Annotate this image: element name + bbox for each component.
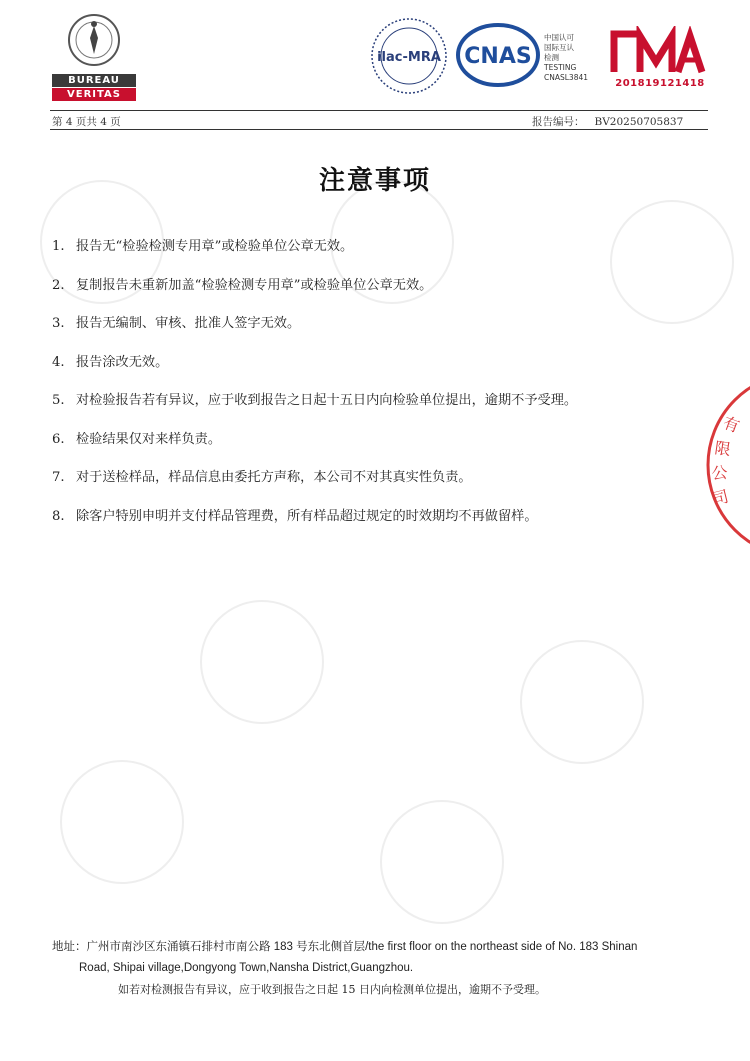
bv-word-veritas: VERITAS (52, 88, 136, 101)
watermark-seal (380, 800, 504, 924)
report-number-value: BV20250705837 (594, 116, 684, 128)
list-item (52, 469, 712, 508)
footer-notice: 如若对检测报告有异议，应于收到报告之日起 15 日内向检测单位提出，逾期不予受理。 (118, 983, 546, 996)
list-item-number: 6. (52, 431, 65, 447)
list-item-number: 5. (52, 393, 65, 408)
list-item-text: 复制报告未重新加盖“检验检测专用章”或检验单位公章无效。 (76, 277, 433, 293)
cma-number: 201819121418 (615, 78, 705, 89)
footer-address-line2: Road, Shipai village,Dongyong Town,Nansha District,Guangzhou. (79, 962, 414, 974)
list-item (52, 431, 712, 470)
watermark-seal (200, 600, 324, 724)
list-item (52, 508, 712, 547)
list-item (52, 238, 712, 277)
cnas-accreditation-text (544, 33, 588, 83)
cnas-text-line: CNASL3841 (544, 73, 589, 82)
report-number-label: 报告编号： (532, 116, 585, 128)
list-item (52, 354, 712, 393)
list-item-text: 检验结果仅对来样负责。 (76, 431, 222, 447)
list-item-text: 报告涂改无效。 (76, 354, 169, 370)
watermark-seal (520, 640, 644, 764)
page-title: 注意事项 (318, 166, 431, 196)
bureau-veritas-logo (52, 10, 136, 100)
list-item-number: 2. (52, 277, 65, 293)
list-item-number: 8. (52, 508, 65, 524)
bv-word-bureau: BUREAU (52, 74, 136, 87)
svg-text:司: 司 (710, 486, 731, 509)
list-item-text: 报告无编制、审核、批准人签字无效。 (76, 316, 301, 331)
ilac-mra-logo (368, 16, 450, 96)
list-item-text: 对于送检样品，样品信息由委托方声称，本公司不对其真实性负责。 (76, 470, 472, 485)
svg-text:CNAS: CNAS (464, 44, 532, 69)
svg-text:有: 有 (720, 412, 743, 437)
footer-address-line1: 地址：广州市南沙区东涌镇石排村市南公路 183 号东北侧首层/the first floor on the northeast side of No. 183 Shinan (52, 941, 638, 953)
svg-text:公: 公 (710, 462, 729, 483)
list-item-number: 4. (52, 354, 65, 370)
watermark-seal (60, 760, 184, 884)
svg-text:限: 限 (713, 438, 732, 460)
notes-list (52, 238, 712, 546)
list-item-number: 3. (52, 316, 65, 331)
bv-emblem-icon (68, 10, 120, 72)
cnas-logo (456, 22, 540, 88)
cnas-text-line: TESTING (544, 63, 577, 72)
list-item (52, 315, 712, 354)
cnas-text-line: 检测 (544, 53, 559, 62)
list-item-text: 除客户特别申明并支付样品管理费，所有样品超过规定的时效期均不再做留样。 (76, 508, 538, 524)
cnas-text-line: 国际互认 (544, 43, 574, 52)
list-item-number: 1. (52, 239, 65, 254)
company-stamp-icon (700, 365, 750, 565)
svg-text:ilac-MRA: ilac-MRA (377, 50, 441, 65)
footer (52, 937, 702, 1000)
header-rule-top (50, 110, 708, 111)
list-item (52, 277, 712, 316)
list-item-text: 对检验报告若有异议，应于收到报告之日起十五日内向检验单位提出，逾期不予受理。 (76, 393, 578, 408)
header-rule-bottom (50, 129, 708, 130)
report-number (532, 114, 683, 129)
list-item-number: 7. (52, 470, 65, 485)
list-item (52, 392, 712, 431)
list-item-text: 报告无“检验检测专用章”或检验单位公章无效。 (76, 239, 354, 254)
cnas-text-line: 中国认可 (544, 33, 574, 42)
page-info: 第 4 页共 4 页 (52, 116, 121, 128)
